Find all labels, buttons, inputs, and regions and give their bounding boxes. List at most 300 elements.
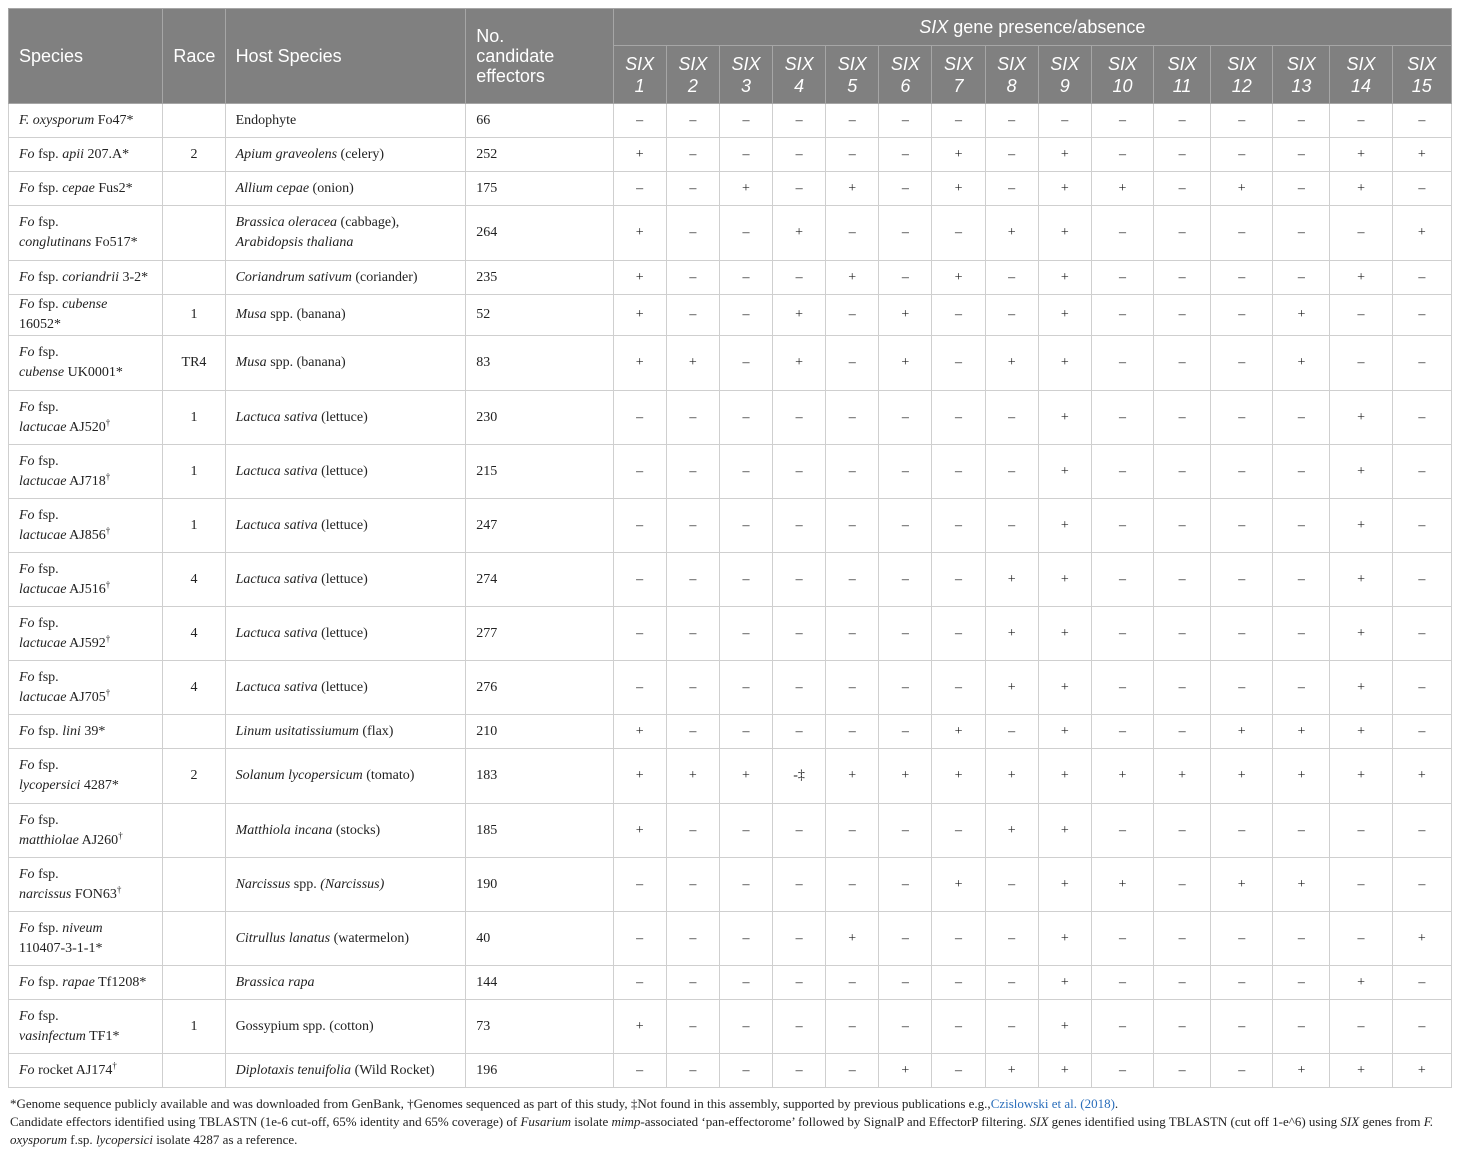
host-text: spp. (banana) <box>266 307 346 322</box>
species-text: lycopersici <box>19 778 81 793</box>
six-presence-cell: + <box>1392 912 1451 966</box>
six-presence-cell: – <box>985 858 1038 912</box>
species-cell <box>9 804 163 858</box>
six-presence-cell: – <box>826 295 879 336</box>
header-six-10 <box>1091 46 1153 104</box>
six-presence-cell: – <box>879 1000 932 1054</box>
six-presence-cell: – <box>1330 336 1392 391</box>
six-presence-cell: – <box>773 138 826 172</box>
species-line <box>19 668 152 688</box>
six-presence-cell: – <box>932 104 985 138</box>
host-text: Apium graveolens <box>235 146 338 162</box>
six-presence-cell: – <box>879 391 932 445</box>
species-line <box>19 939 152 959</box>
six-presence-cell: – <box>932 499 985 553</box>
six-presence-cell: + <box>613 749 666 804</box>
header-six-number: 8 <box>1006 75 1017 96</box>
six-presence-cell: – <box>985 172 1038 206</box>
six-presence-cell: – <box>932 966 985 1000</box>
six-presence-cell: + <box>1038 749 1091 804</box>
six-presence-cell: + <box>932 749 985 804</box>
six-presence-cell: + <box>985 661 1038 715</box>
footnote-text: F. <box>1423 1114 1434 1129</box>
host-line <box>236 145 456 165</box>
host-line <box>236 973 456 993</box>
six-presence-cell: – <box>1091 1000 1153 1054</box>
six-presence-cell: + <box>1038 391 1091 445</box>
species-text: AJ718 <box>66 473 106 489</box>
species-text: fsp. <box>34 453 59 469</box>
effectors-cell: 196 <box>466 1054 613 1088</box>
header-six-prefix: SIX <box>784 53 814 74</box>
species-cell <box>9 445 163 499</box>
host-line <box>236 766 456 786</box>
species-text: UK0001* <box>64 365 123 380</box>
effectors-cell: 252 <box>466 138 613 172</box>
host-cell <box>225 499 466 553</box>
race-cell: 2 <box>163 138 225 172</box>
six-presence-cell: + <box>1392 1054 1451 1088</box>
six-presence-cell: – <box>1154 661 1211 715</box>
six-presence-cell: + <box>613 804 666 858</box>
six-presence-cell: + <box>613 138 666 172</box>
six-presence-cell: – <box>719 912 772 966</box>
six-presence-cell: – <box>1211 607 1273 661</box>
species-text: Fo <box>19 920 35 936</box>
six-presence-cell: + <box>1038 295 1091 336</box>
six-presence-cell: – <box>985 499 1038 553</box>
six-presence-cell: – <box>1392 715 1451 749</box>
species-text: AJ516 <box>66 581 106 597</box>
footnote-text: lycopersici <box>95 1132 153 1147</box>
six-presence-cell: – <box>826 661 879 715</box>
header-six-prefix: SIX <box>837 53 867 74</box>
six-presence-cell: + <box>1211 715 1273 749</box>
table-body <box>9 104 1452 1088</box>
species-text: Fo <box>19 1008 35 1024</box>
header-six-number: 5 <box>847 75 858 96</box>
six-presence-cell: – <box>1392 336 1451 391</box>
host-text: (lettuce) <box>317 625 368 641</box>
six-presence-cell: – <box>932 553 985 607</box>
species-line <box>19 634 152 654</box>
host-cell <box>225 261 466 295</box>
effectors-cell: 210 <box>466 715 613 749</box>
six-presence-cell: – <box>719 138 772 172</box>
species-text: AJ260 <box>78 832 119 848</box>
species-cell <box>9 104 163 138</box>
effectors-cell: 247 <box>466 499 613 553</box>
host-line <box>236 353 456 373</box>
race-cell <box>163 966 225 1000</box>
six-presence-cell: – <box>1038 104 1091 138</box>
six-presence-cell: – <box>1273 804 1330 858</box>
six-presence-cell: – <box>773 1000 826 1054</box>
race-cell <box>163 804 225 858</box>
species-text: Fo <box>19 669 35 685</box>
six-presence-cell: – <box>879 607 932 661</box>
six-presence-cell: + <box>985 607 1038 661</box>
six-presence-cell: + <box>1273 336 1330 391</box>
six-presence-cell: + <box>1330 138 1392 172</box>
six-presence-cell: – <box>826 607 879 661</box>
six-presence-cell: – <box>666 138 719 172</box>
six-presence-cell: – <box>1211 661 1273 715</box>
six-presence-cell: + <box>985 336 1038 391</box>
host-text: spp. (banana) <box>266 355 346 370</box>
race-cell <box>163 858 225 912</box>
species-text: cubense <box>19 365 65 380</box>
species-text: Fo <box>19 399 35 415</box>
header-six-number: 14 <box>1351 75 1372 96</box>
six-presence-cell: – <box>613 391 666 445</box>
species-text: F. oxysporum <box>19 112 95 128</box>
six-presence-cell: – <box>1392 804 1451 858</box>
six-presence-cell: – <box>1392 391 1451 445</box>
header-six-13 <box>1273 46 1330 104</box>
six-presence-cell: + <box>719 749 772 804</box>
host-text: Diplotaxis tenuifolia <box>235 1062 352 1078</box>
six-presence-cell: – <box>1273 206 1330 261</box>
species-cell <box>9 858 163 912</box>
host-line <box>236 305 456 325</box>
six-presence-cell: – <box>879 858 932 912</box>
effectors-cell: 230 <box>466 391 613 445</box>
species-line <box>19 472 152 492</box>
six-presence-cell: – <box>1211 1054 1273 1088</box>
table-row <box>9 858 1452 912</box>
host-text: (lettuce) <box>317 463 368 479</box>
race-cell: 1 <box>163 499 225 553</box>
six-presence-cell: – <box>1392 445 1451 499</box>
six-presence-cell: + <box>879 1054 932 1088</box>
six-presence-cell: – <box>932 445 985 499</box>
effectors-cell: 66 <box>466 104 613 138</box>
footnote-text: SIX <box>1029 1114 1049 1129</box>
six-presence-cell: – <box>932 607 985 661</box>
six-presence-cell: – <box>879 715 932 749</box>
six-presence-cell: – <box>613 858 666 912</box>
species-line <box>19 506 152 526</box>
species-sup: † <box>105 524 111 535</box>
six-presence-cell: – <box>1273 445 1330 499</box>
header-host-species: Host Species <box>225 9 466 104</box>
host-text: (lettuce) <box>317 571 368 587</box>
six-presence-cell: – <box>1273 1000 1330 1054</box>
six-presence-cell: + <box>1273 715 1330 749</box>
footnote-symbols <box>10 1095 1450 1113</box>
header-race: Race <box>163 9 225 104</box>
six-presence-cell: – <box>719 1000 772 1054</box>
footnote-text: isolate <box>571 1114 612 1129</box>
six-presence-cell: – <box>666 912 719 966</box>
six-presence-cell: + <box>985 749 1038 804</box>
six-presence-cell: – <box>826 1054 879 1088</box>
six-presence-cell: + <box>1038 715 1091 749</box>
host-cell <box>225 804 466 858</box>
host-line <box>236 722 456 742</box>
header-six-9 <box>1038 46 1091 104</box>
six-presence-cell: – <box>1091 104 1153 138</box>
six-presence-cell: – <box>826 499 879 553</box>
six-presence-cell: – <box>826 104 879 138</box>
header-six-3 <box>719 46 772 104</box>
host-text: Musa <box>235 307 267 322</box>
race-cell: 1 <box>163 1000 225 1054</box>
table-row <box>9 607 1452 661</box>
host-text: Brassica oleracea <box>235 215 338 230</box>
host-cell <box>225 858 466 912</box>
species-cell <box>9 749 163 804</box>
host-line <box>236 875 456 895</box>
host-cell <box>225 206 466 261</box>
footnote-text: Candidate effectors identified using TBLASTN (1e-6 cut-off, 65% identity and 65% coverage) of <box>10 1114 521 1129</box>
species-text: narcissus <box>19 886 72 902</box>
species-line <box>19 398 152 418</box>
six-presence-cell: – <box>613 661 666 715</box>
header-effectors-line2: candidate <box>476 46 555 66</box>
six-presence-cell: + <box>985 1054 1038 1088</box>
six-presence-cell: – <box>773 607 826 661</box>
host-line <box>236 213 456 233</box>
species-cell <box>9 261 163 295</box>
six-presence-cell: – <box>1392 607 1451 661</box>
host-text: Lactuca sativa <box>235 517 318 533</box>
six-presence-cell: + <box>613 715 666 749</box>
host-line <box>236 570 456 590</box>
species-text: fsp. <box>34 399 59 415</box>
table-row <box>9 172 1452 206</box>
six-presence-cell: – <box>666 661 719 715</box>
six-presence-cell: + <box>1038 858 1091 912</box>
table-container <box>8 8 1452 1149</box>
host-cell <box>225 607 466 661</box>
six-presence-cell: – <box>1211 804 1273 858</box>
six-presence-cell: – <box>773 553 826 607</box>
six-presence-cell: – <box>1154 912 1211 966</box>
six-presence-cell: – <box>985 391 1038 445</box>
six-presence-cell: – <box>1211 499 1273 553</box>
six-presence-cell: – <box>985 1000 1038 1054</box>
six-presence-cell: – <box>719 715 772 749</box>
species-text: fsp. <box>34 561 59 577</box>
host-text: Narcissus <box>235 876 291 892</box>
species-line <box>19 831 152 851</box>
species-text: Fo517* <box>91 235 138 250</box>
species-sup: † <box>105 632 111 643</box>
six-presence-cell: – <box>613 912 666 966</box>
six-presence-cell: – <box>1211 336 1273 391</box>
header-six-1 <box>613 46 666 104</box>
species-text: AJ520 <box>66 419 106 435</box>
six-presence-cell: – <box>613 499 666 553</box>
race-cell <box>163 104 225 138</box>
species-text: vasinfectum <box>19 1028 86 1044</box>
six-presence-cell: – <box>666 445 719 499</box>
effectors-cell: 83 <box>466 336 613 391</box>
header-six-number: 2 <box>687 75 698 96</box>
species-cell <box>9 661 163 715</box>
six-presence-cell: – <box>666 553 719 607</box>
species-text: Fo <box>19 561 35 577</box>
header-six-prefix: SIX <box>1346 53 1376 74</box>
six-presence-cell: + <box>773 206 826 261</box>
six-presence-cell: + <box>826 912 879 966</box>
species-text: fsp. <box>34 269 63 285</box>
host-cell <box>225 104 466 138</box>
host-text: (tomato) <box>362 768 415 783</box>
species-line <box>19 560 152 580</box>
header-six-prefix: SIX <box>1050 53 1080 74</box>
header-six-prefix: SIX <box>1286 53 1316 74</box>
host-line <box>236 624 456 644</box>
race-cell: 1 <box>163 391 225 445</box>
six-presence-cell: – <box>719 858 772 912</box>
six-presence-cell: – <box>1091 607 1153 661</box>
race-cell: 4 <box>163 607 225 661</box>
species-line <box>19 865 152 885</box>
table-row <box>9 804 1452 858</box>
six-presence-cell: – <box>1091 499 1153 553</box>
six-presence-cell: – <box>985 104 1038 138</box>
six-presence-cell: – <box>613 445 666 499</box>
six-presence-cell: + <box>932 715 985 749</box>
species-text: AJ856 <box>66 527 106 543</box>
host-text: (Wild Rocket) <box>351 1062 435 1078</box>
effectors-cell: 185 <box>466 804 613 858</box>
header-effectors-line1: No. <box>476 26 505 46</box>
species-sup: † <box>118 829 123 840</box>
six-presence-cell: – <box>1330 804 1392 858</box>
header-six-4 <box>773 46 826 104</box>
table-row <box>9 104 1452 138</box>
species-text: 4287* <box>80 778 119 793</box>
header-six-number: 3 <box>740 75 751 96</box>
species-text: Fo <box>19 180 35 196</box>
race-cell: TR4 <box>163 336 225 391</box>
six-presence-cell: – <box>666 858 719 912</box>
species-sup: † <box>105 470 111 481</box>
effectors-cell: 235 <box>466 261 613 295</box>
footnote-text: *Genome sequence publicly available and was downloaded from GenBank, †Genomes sequenced as part of this study, ‡Not found in this assembly, supported by previous publications e.g., <box>10 1096 991 1111</box>
footnote-text: oxysporum <box>10 1132 68 1147</box>
six-presence-cell: – <box>1392 966 1451 1000</box>
species-text: fsp. <box>34 812 59 828</box>
six-presence-cell: – <box>985 966 1038 1000</box>
host-cell <box>225 138 466 172</box>
species-cell <box>9 499 163 553</box>
header-six-prefix: SIX <box>944 53 974 74</box>
species-sup: † <box>116 883 122 894</box>
host-text: (lettuce) <box>317 517 368 533</box>
six-presence-cell: – <box>826 804 879 858</box>
six-presence-cell: – <box>1392 295 1451 336</box>
host-text: Linum usitatissiumum <box>235 723 359 739</box>
species-cell <box>9 1054 163 1088</box>
six-presence-cell: – <box>1154 445 1211 499</box>
species-text: Fo <box>19 297 35 312</box>
header-six-7 <box>932 46 985 104</box>
six-presence-cell: + <box>1038 661 1091 715</box>
table-row <box>9 661 1452 715</box>
host-text: (coriander) <box>351 269 418 285</box>
effectors-cell: 190 <box>466 858 613 912</box>
species-text: Fo <box>19 146 35 162</box>
six-presence-cell: – <box>1392 661 1451 715</box>
six-presence-cell: – <box>773 261 826 295</box>
six-presence-cell: + <box>932 261 985 295</box>
species-text: Fo <box>19 866 35 882</box>
header-six-number: 4 <box>794 75 805 96</box>
six-presence-cell: – <box>1211 966 1273 1000</box>
six-presence-cell: + <box>1273 295 1330 336</box>
six-presence-cell: – <box>719 445 772 499</box>
species-text: Fo <box>19 453 35 469</box>
effectors-cell: 144 <box>466 966 613 1000</box>
species-sup: † <box>112 1059 117 1070</box>
header-six-prefix: SIX <box>1227 53 1257 74</box>
footnote-text: Fusarium <box>520 1114 572 1129</box>
six-presence-cell: – <box>719 295 772 336</box>
six-presence-cell: – <box>666 804 719 858</box>
race-cell <box>163 261 225 295</box>
six-presence-cell: – <box>1154 1054 1211 1088</box>
species-line <box>19 452 152 472</box>
six-presence-cell: + <box>1330 749 1392 804</box>
six-presence-cell: – <box>1154 391 1211 445</box>
species-text: Fo47* <box>94 112 134 128</box>
six-presence-cell: + <box>985 804 1038 858</box>
six-presence-cell: – <box>985 715 1038 749</box>
table-row <box>9 295 1452 336</box>
header-six-prefix: SIX <box>1167 53 1197 74</box>
host-line <box>236 1061 456 1081</box>
species-text: AJ592 <box>66 635 106 651</box>
six-presence-cell: – <box>1273 172 1330 206</box>
six-presence-cell: – <box>773 912 826 966</box>
six-presence-cell: – <box>613 607 666 661</box>
six-presence-cell: – <box>985 912 1038 966</box>
header-six-prefix: SIX <box>890 53 920 74</box>
species-text: lactucae <box>19 581 67 597</box>
six-presence-cell: – <box>1273 553 1330 607</box>
footnote-citation-link[interactable]: Czislowski et al. (2018) <box>990 1096 1115 1111</box>
six-presence-cell: + <box>1091 749 1153 804</box>
host-cell <box>225 391 466 445</box>
six-presence-cell: – <box>613 553 666 607</box>
six-presence-cell: + <box>613 336 666 391</box>
species-cell <box>9 172 163 206</box>
species-text: apii <box>62 146 84 162</box>
species-text: cubense <box>62 297 108 312</box>
header-six-prefix: SIX <box>997 53 1027 74</box>
six-presence-cell: – <box>773 104 826 138</box>
effectors-cell: 276 <box>466 661 613 715</box>
six-presence-cell: – <box>1392 553 1451 607</box>
six-presence-cell: + <box>1211 858 1273 912</box>
species-text: fsp. <box>34 723 63 739</box>
host-line <box>236 111 456 131</box>
species-text: fsp. <box>34 180 63 196</box>
six-presence-cell: + <box>773 295 826 336</box>
six-presence-cell: – <box>1211 138 1273 172</box>
species-text: fsp. <box>34 866 59 882</box>
six-presence-cell: + <box>1330 966 1392 1000</box>
species-text: 207.A* <box>83 146 130 162</box>
species-line <box>19 179 152 199</box>
six-presence-cell: + <box>985 206 1038 261</box>
six-presence-cell: – <box>1273 104 1330 138</box>
